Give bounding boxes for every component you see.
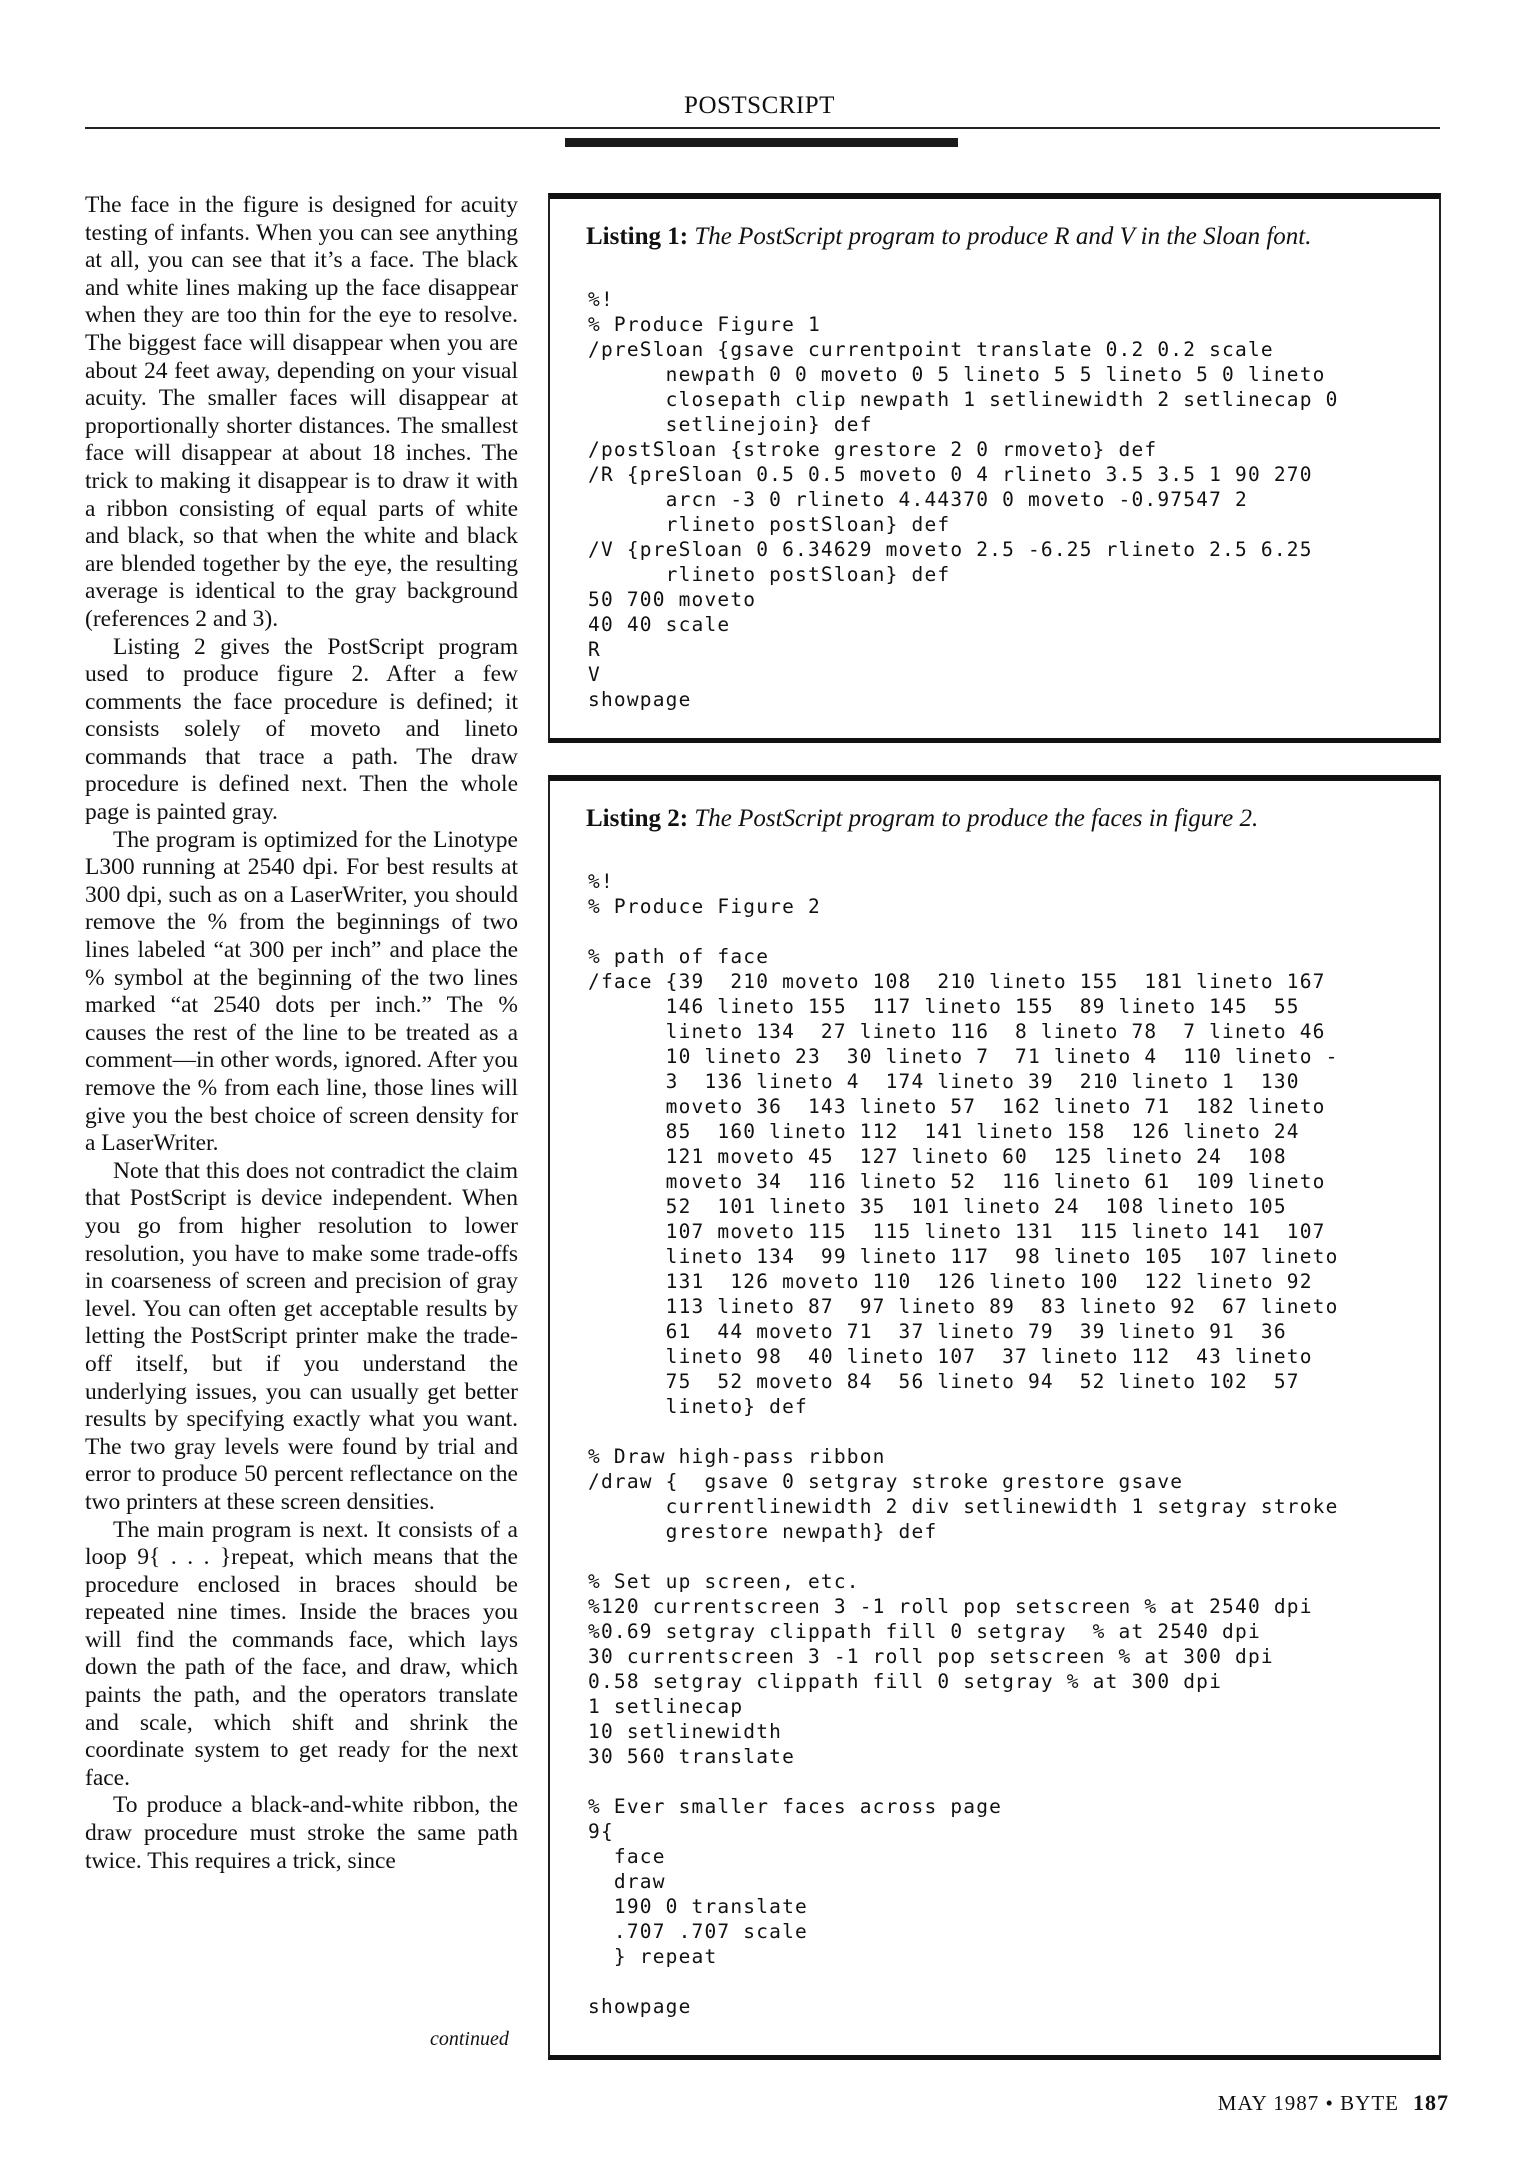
listing-code: %! % Produce Figure 2 % path of face /face {39 210 moveto 108 210 lineto 155 181 lineto 167 146 lineto 155 117 lineto 155 89 lineto 145 55 lineto 134 27 lineto 116 8 lineto 78 7 lineto 46 10 lineto 23 30 lineto 7 71 lineto 4 110 lineto - 3 136 lineto 4 174 lineto 39 210 lineto 1 130 moveto 36 143 lineto 57 162 lineto 71 182 lineto 85 160 lineto 112 141 lineto 158 126 lineto 24 121 moveto 45 127 lineto 60 125 lineto 24 108 moveto 34 116 lineto 52 116 lineto 61 109 lineto 52 101 lineto 35 101 lineto 24 108 lineto 105 107 moveto 115 115 lineto 131 115 lineto 141 107 lineto 134 99 lineto 117 98 lineto 105 107 lineto 131 126 moveto 110 126 lineto 100 122 lineto 92 113 lineto 87 97 lineto 89 83 lineto 92 67 lineto 61 44 moveto 71 37 lineto 79 39 lineto 91 36 lineto 98 40 lineto 107 37 lineto 112 43 lineto 75 52 moveto 84 56 lineto 94 52 lineto 102 57 lineto} def % Draw high-pass ribbon /draw { gsave 0 setgray stroke grestore gsave currentlinewidth 2 div setlinewidth 1 setgray stroke grestore newpath} def % Set up screen, etc. %120 currentscreen 3 -1 roll pop setscreen % at 2540 dpi %0.69 setgray clippath fill 0 setgray % at 2540 dpi 30 currentscreen 3 -1 roll pop setscreen % at 300 dpi 0.58 setgray clippath fill 0 setgray % at 300 dpi 1 setlinecap 10 setlinewidth 30 560 translate % Ever smaller faces across page 9{ face draw 190 0 translate .707 .707 scale } repeat showpage bbox=[588, 870, 1339, 2018]
paragraph: To produce a black-and-white ribbon, the draw procedure must stroke the same path twice. This requires a trick, since bbox=[85, 1792, 518, 1874]
running-header: POSTSCRIPT bbox=[684, 92, 835, 119]
paragraph: Listing 2 gives the PostScript program used to produce figure 2. After a few comments the face procedure is defined; it consists solely of moveto and lineto commands that trace a path. The draw procedure is defined next. Then the whole page is painted gray. bbox=[85, 633, 518, 826]
paragraph: Note that this does not contradict the claim that PostScript is device independent. When you go from higher resolution to lower resolution, you have to make some trade-offs in coarseness of screen and precision of gray level. You can often get acceptable results by letting the PostScript printer make the trade-off itself, but if you understand the underlying issues, you can usually get better results by specifying exactly what you want. The two gray levels were found by trial and error to produce 50 percent reflectance on the two printers at these screen densities. bbox=[85, 1157, 518, 1515]
listing-caption bbox=[586, 223, 1311, 251]
page-footer bbox=[1218, 2090, 1449, 2116]
issue-label: MAY 1987 • BYTE bbox=[1217, 2091, 1399, 2115]
header-bar bbox=[565, 138, 958, 147]
listing-code: %! % Produce Figure 1 /preSloan {gsave currentpoint translate 0.2 0.2 scale newpath 0 0 moveto 0 5 lineto 5 5 lineto 5 0 lineto closepath clip newpath 1 setlinewidth 2 setlinecap 0 setlinejoin} def /postSloan {stroke grestore 2 0 rmoveto} def /R {preSloan 0.5 0.5 moveto 0 4 rlineto 3.5 3.5 1 90 270 arcn -3 0 rlineto 4.44370 0 moveto -0.97547 2 rlineto postSloan} def /V {preSloan 0 6.34629 moveto 2.5 -6.25 rlineto 2.5 6.25 rlineto postSloan} def 50 700 moveto 40 40 scale R V showpage bbox=[588, 288, 1339, 711]
listing-caption bbox=[586, 805, 1258, 833]
listing-label: Listing 2: bbox=[586, 805, 689, 832]
listing-title: The PostScript program to produce R and V in the Sloan font. bbox=[694, 223, 1312, 250]
listing-2 bbox=[548, 775, 1441, 2060]
listing-label: Listing 1: bbox=[586, 223, 689, 250]
listing-1 bbox=[548, 193, 1441, 743]
header-rule bbox=[85, 127, 1440, 129]
article-body bbox=[85, 192, 518, 1875]
listing-title: The PostScript program to produce the faces in figure 2. bbox=[694, 805, 1259, 832]
paragraph: The main program is next. It consists of a loop 9{ . . . }repeat, which means that the procedure enclosed in braces should be repeated nine times. Inside the braces you will find the commands face, which lays down the path of the face, and draw, which paints the path, and the operators translate and scale, which shift and shrink the coordinate system to get ready for the next face. bbox=[85, 1516, 518, 1791]
paragraph: The face in the figure is designed for acuity testing of infants. When you can see anything at all, you can see that it’s a face. The black and white lines making up the face disappear when they are too thin for the eye to resolve. The biggest face will disappear when you are about 24 feet away, depending on your visual acuity. The smaller faces will disappear at proportionally shorter distances. The smallest face will disappear at about 18 inches. The trick to making it disappear is to draw it with a ribbon consisting of equal parts of white and black, so that when the white and black are blended together by the eye, the resulting average is identical to the gray background (references 2 and 3). bbox=[85, 192, 518, 632]
page-number: 187 bbox=[1413, 2090, 1449, 2115]
continued-note: continued bbox=[430, 2028, 509, 2050]
paragraph: The program is optimized for the Linotype L300 running at 2540 dpi. For best results at 300 dpi, such as on a LaserWriter, you should remove the % from the beginnings of two lines labeled “at 300 per inch” and place the % symbol at the beginning of the two lines marked “at 2540 dots per inch.” The % causes the rest of the line to be treated as a comment—in other words, ignored. After you remove the % from each line, those lines will give you the best choice of screen density for a LaserWriter. bbox=[85, 826, 518, 1157]
